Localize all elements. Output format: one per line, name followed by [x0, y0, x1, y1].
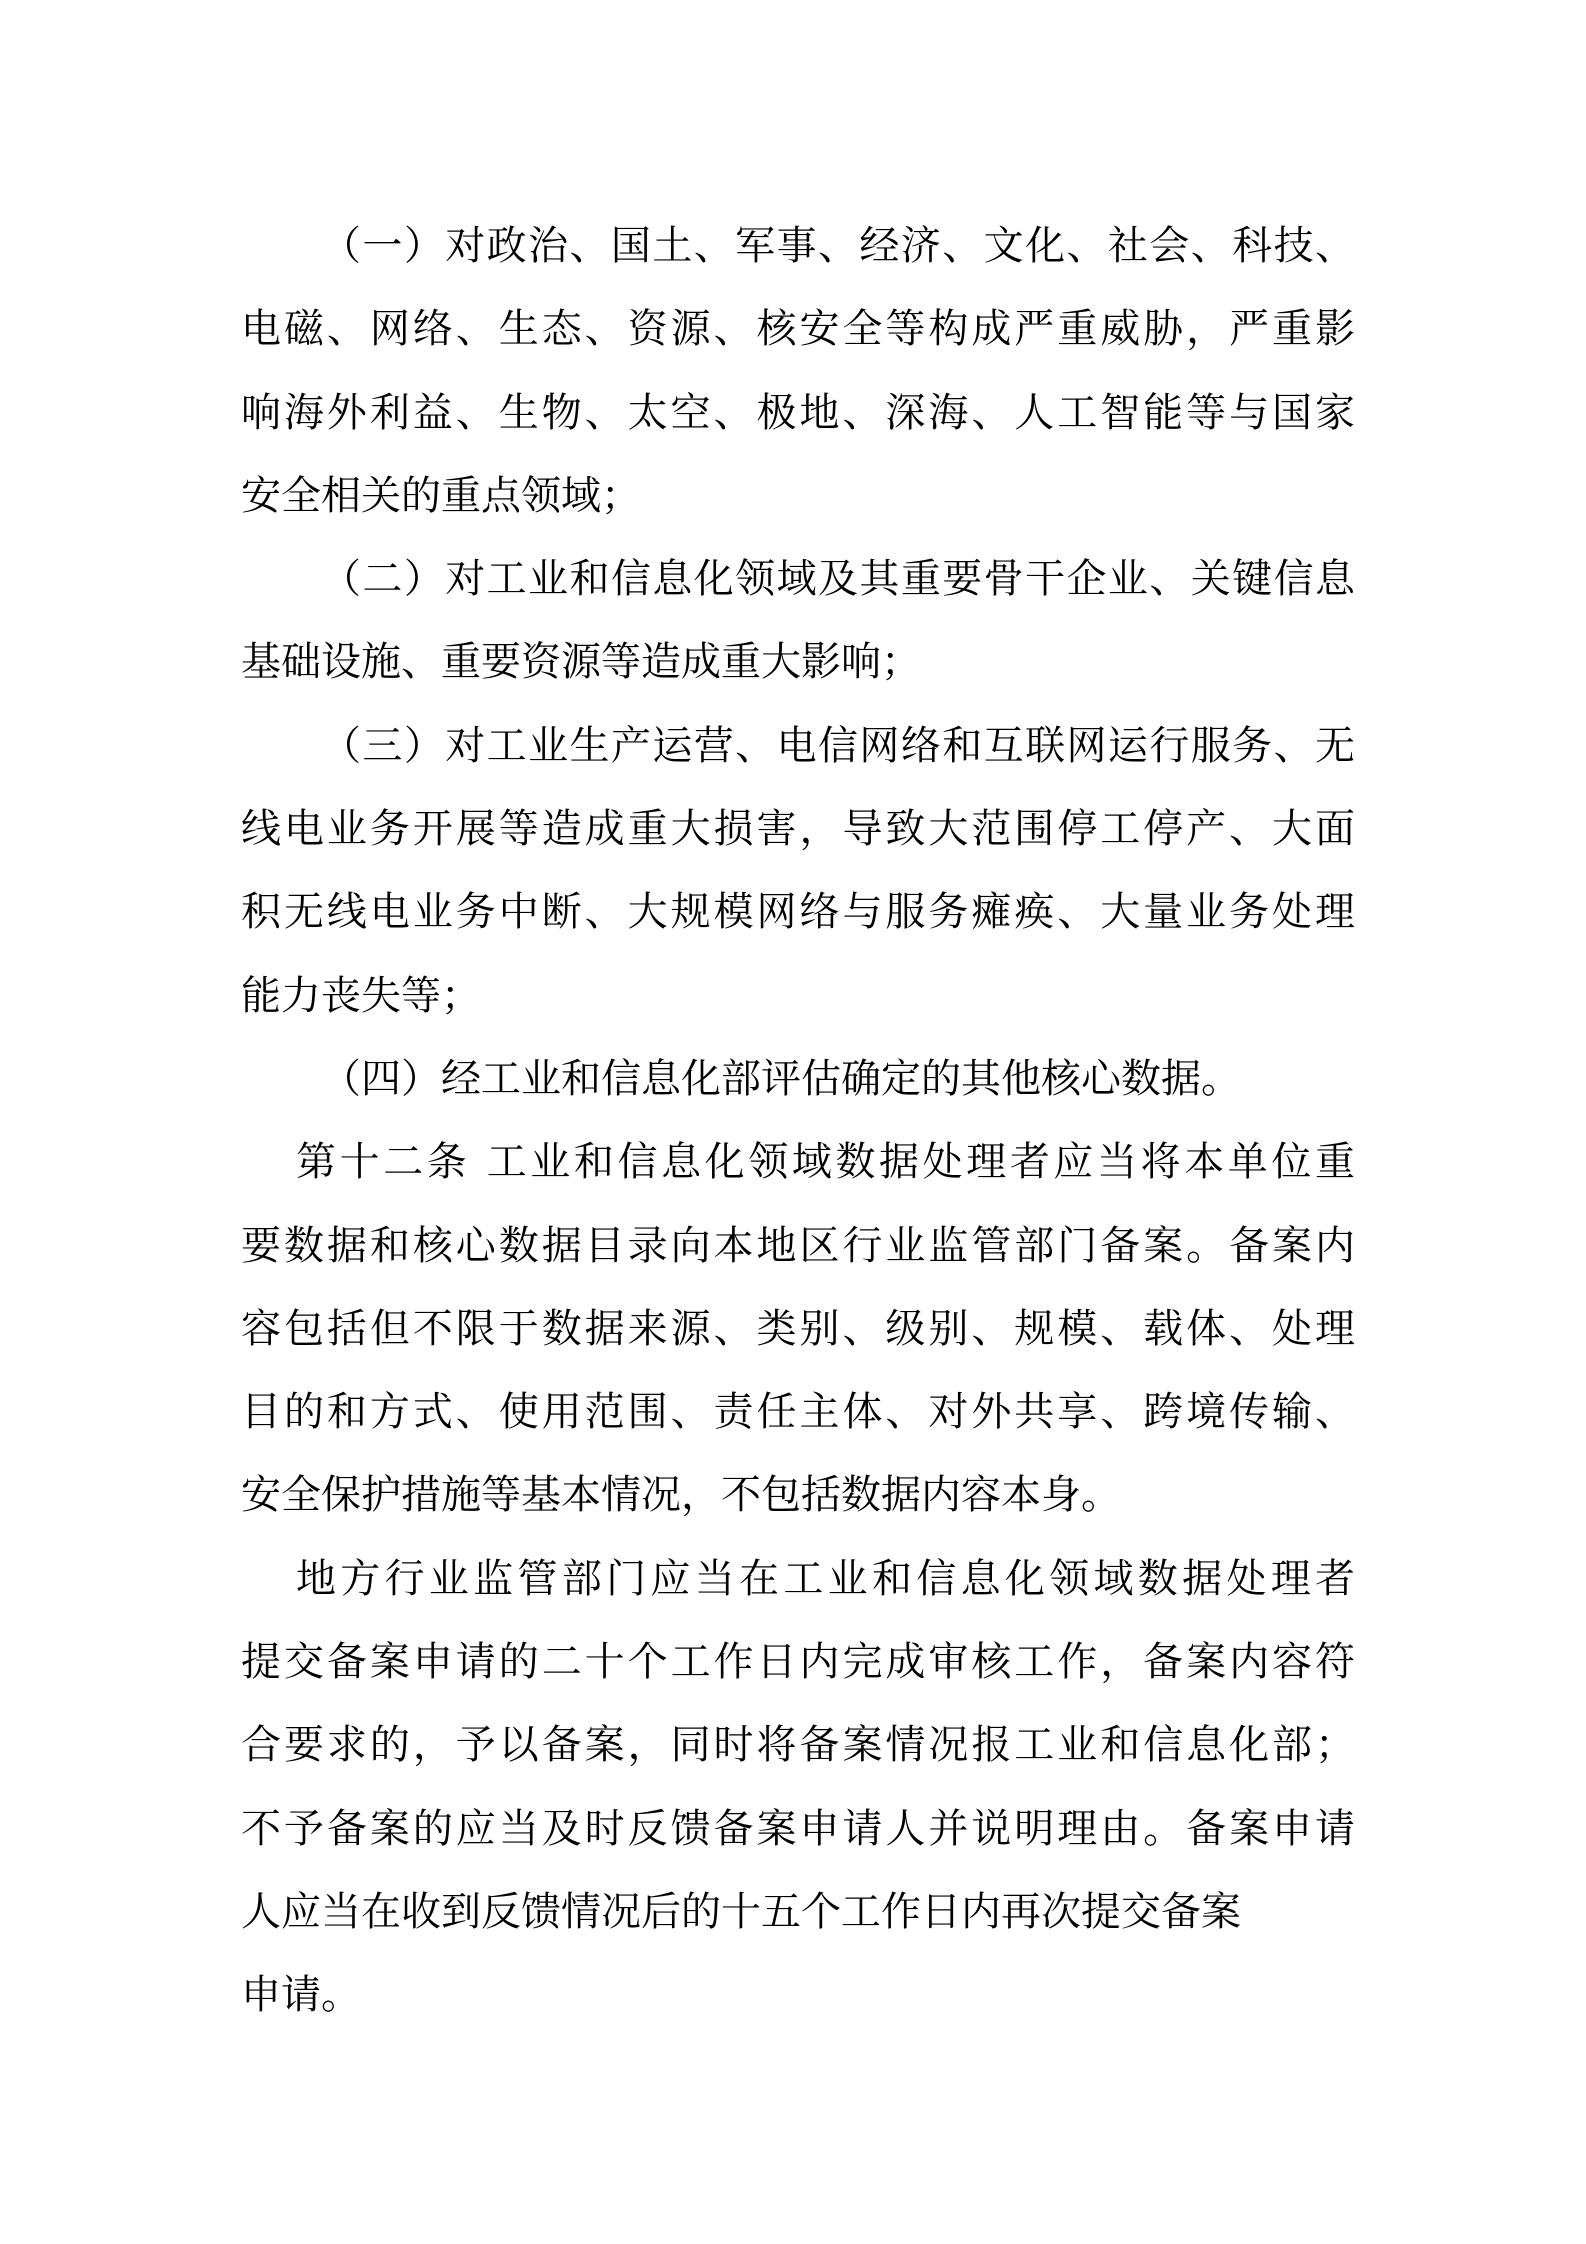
text-line: 地方行业监管部门应当在工业和信息化领域数据处理者 [296, 1555, 1355, 1602]
article-12-second-paragraph [241, 1538, 1355, 2038]
text-line: 积无线电业务中断、大规模网络与服务瘫痪、大量业务处理 [241, 889, 1355, 936]
text-line: （四）经工业和信息化部评估确定的其他核心数据。 [321, 1055, 1241, 1102]
text-line: 响海外利益、生物、太空、极地、深海、人工智能等与国家 [241, 389, 1355, 436]
list-item-1 [241, 205, 1355, 538]
text-line: 安全相关的重点领域； [241, 472, 641, 519]
article-12-paragraph [241, 1121, 1355, 1537]
document-page [241, 205, 1355, 2038]
text-line: 线电业务开展等造成重大损害，导致大范围停工停产、大面 [241, 806, 1355, 853]
list-item-3 [241, 705, 1355, 1038]
text-line: 第十二条 工业和信息化领域数据处理者应当将本单位重 [296, 1139, 1355, 1186]
text-line: （二）对工业和信息化领域及其重要骨干企业、关键信息 [321, 556, 1355, 603]
text-line: 目的和方式、使用范围、责任主体、对外共享、跨境传输、 [241, 1389, 1355, 1436]
text-line: 要数据和核心数据目录向本地区行业监管部门备案。备案内 [241, 1222, 1355, 1269]
text-line: （三）对工业生产运营、电信网络和互联网运行服务、无 [321, 722, 1355, 769]
text-line: 容包括但不限于数据来源、类别、级别、规模、载体、处理 [241, 1305, 1355, 1352]
text-line: 不予备案的应当及时反馈备案申请人并说明理由。备案申请 [241, 1805, 1355, 1852]
text-line: 申请。 [241, 1972, 361, 2019]
text-line: 电磁、网络、生态、资源、核安全等构成严重威胁，严重影 [241, 306, 1355, 353]
text-line: 提交备案申请的二十个工作日内完成审核工作，备案内容符 [241, 1639, 1355, 1686]
list-item-4 [241, 1038, 1355, 1121]
text-line: 合要求的，予以备案，同时将备案情况报工业和信息化部； [241, 1722, 1355, 1769]
text-line: 基础设施、重要资源等造成重大影响； [241, 639, 921, 686]
text-line: （一）对政治、国土、军事、经济、文化、社会、科技、 [321, 223, 1355, 269]
list-item-2 [241, 538, 1355, 705]
text-line: 安全保护措施等基本情况，不包括数据内容本身。 [241, 1472, 1121, 1519]
text-line: 人应当在收到反馈情况后的十五个工作日内再次提交备案 [241, 1888, 1241, 1935]
text-line: 能力丧失等； [241, 972, 481, 1019]
